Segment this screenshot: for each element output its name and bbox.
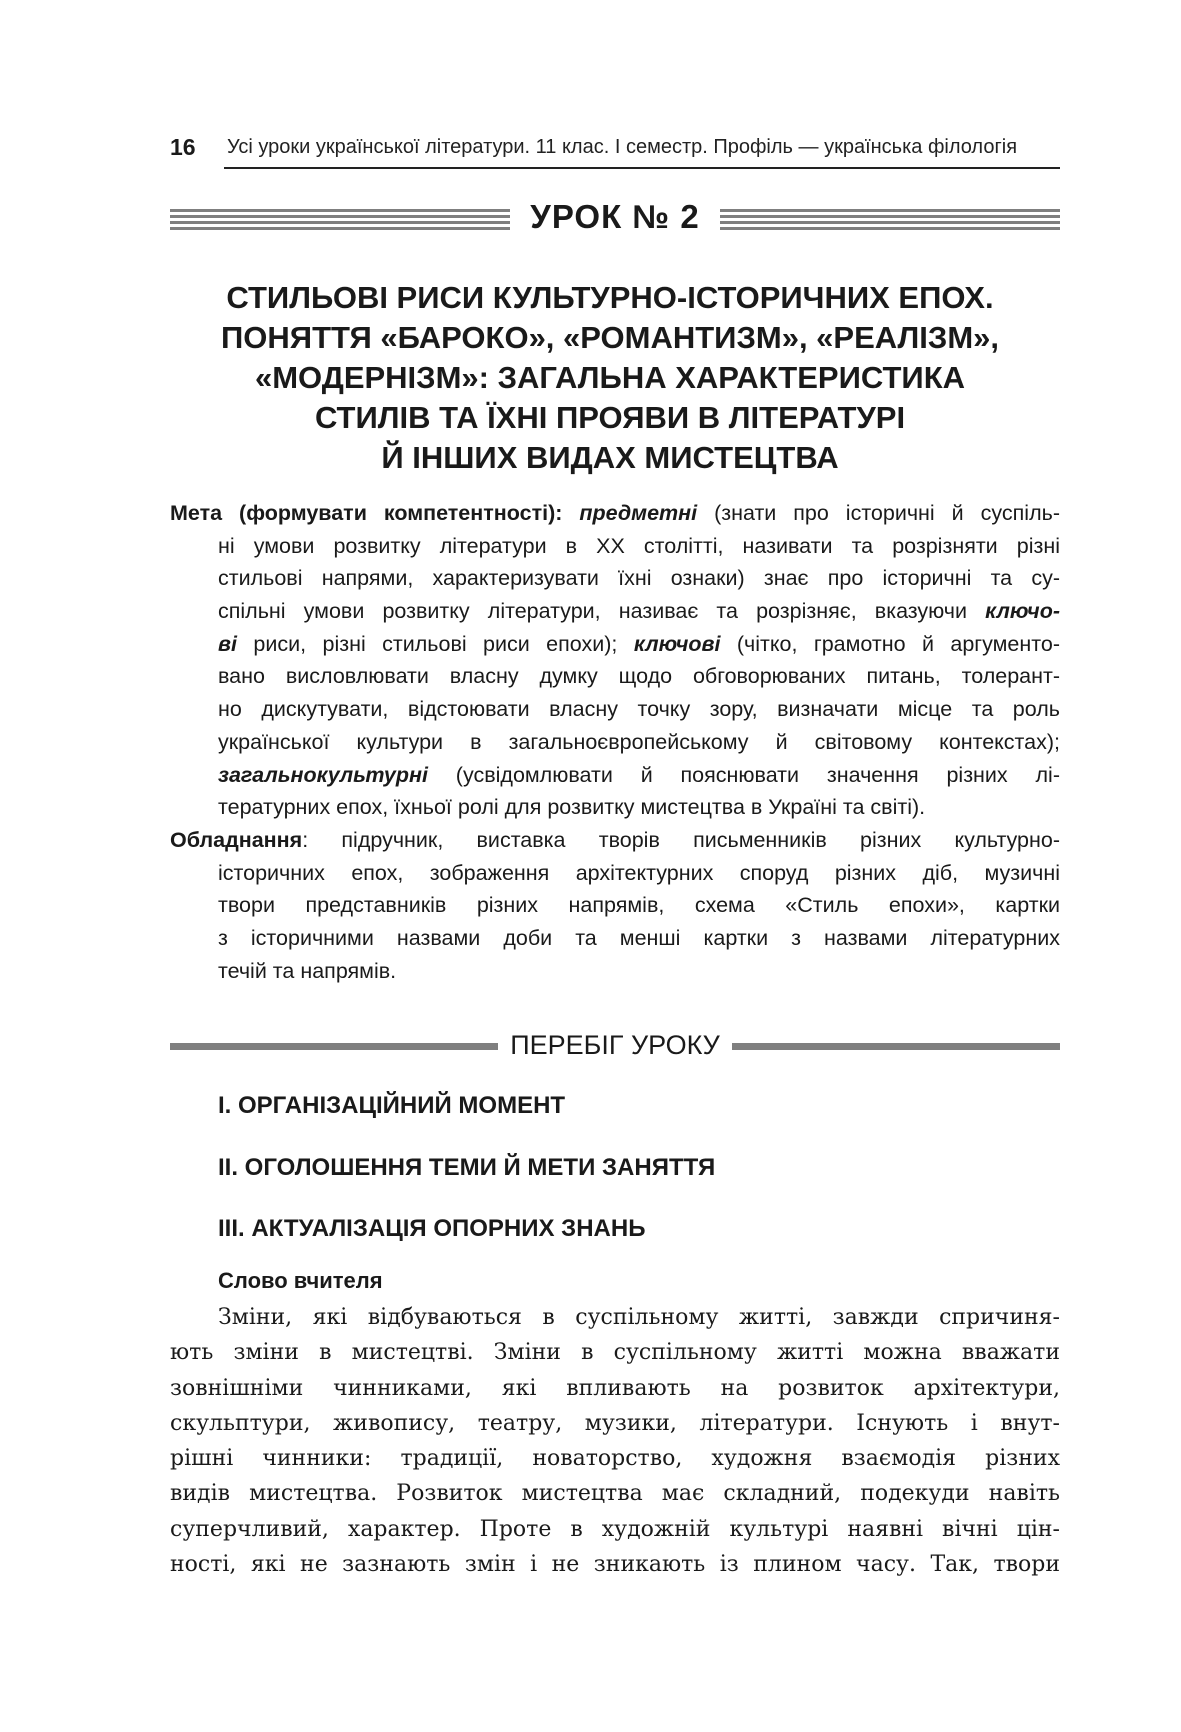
subject-competence-term: предметні (579, 501, 698, 525)
teacher-word-text (170, 1300, 1060, 1582)
general-competence-term: загальнокультурні (218, 762, 428, 787)
section-heading: I. ОРГАНІЗАЦІЙНИЙ МОМЕНТ (218, 1092, 566, 1119)
left-stripe-ornament (170, 209, 510, 231)
right-stripe-ornament (720, 209, 1060, 231)
equipment-label: Обладнання (170, 828, 303, 852)
goal-line: загальнокультурні (усвідомлювати й пояснювати значення різних лі- (218, 762, 1060, 787)
running-title: Усі уроки української літератури. 11 клас. І семестр. Профіль — українська філологія (227, 136, 1018, 158)
lesson-topic (150, 278, 1070, 478)
paragraph-line: зовнішніми чинниками, які впливають на розвиток архітектури, (170, 1375, 1060, 1401)
paragraph-line: скульптури, живопису, театру, музики, літератури. Існують і внут- (170, 1410, 1060, 1436)
goal-line: ні умови розвитку літератури в XX столітті, називати та розрізняти різні (218, 533, 1060, 558)
goal-block (170, 497, 1060, 824)
topic-line: СТИЛІВ ТА ЇХНІ ПРОЯВИ В ЛІТЕРАТУРІ (314, 400, 906, 435)
equipment-line: течій та напрямів. (218, 958, 397, 983)
goal-line: стильові напрями, характеризувати їхні ознаки) знає про історичні та су- (218, 566, 1060, 591)
equipment-line: Обладнання: підручник, виставка творів письменників різних культурно- (170, 828, 1060, 852)
topic-line: СТИЛЬОВІ РИСИ КУЛЬТУРНО-ІСТОРИЧНИХ ЕПОХ. (226, 280, 994, 315)
course-rule-right (732, 1043, 1060, 1050)
equipment-line: історичних епох, зображення архітектурних споруд різних діб, музичні (218, 860, 1060, 885)
course-title: ПЕРЕБІГ УРОКУ (510, 1030, 720, 1060)
paragraph-line: ності, які не зазнають змін і не зникають із плином часу. Так, твори (170, 1552, 1060, 1578)
equipment-block (170, 824, 1060, 987)
topic-line: Й ІНШИХ ВИДАХ МИСТЕЦТВА (381, 440, 839, 475)
course-heading (170, 1030, 1060, 1066)
header-rule (224, 167, 1060, 169)
lesson-heading (170, 198, 1060, 242)
topic-line: «МОДЕРНІЗМ»: ЗАГАЛЬНА ХАРАКТЕРИСТИКА (254, 360, 966, 395)
equipment-line: з історичними назвами доби та менші картки з назвами літературних (218, 926, 1060, 951)
page-number: 16 (170, 134, 196, 160)
key-competence-term: ключові (633, 631, 721, 656)
goal-label: Мета (формувати компетентності) (170, 501, 556, 525)
paragraph-line: Зміни, які відбуваються в суспільному житті, завжди спричиня- (218, 1305, 1060, 1330)
paragraph-line: рішні чинники: традиції, новаторство, художня взаємодія різних (170, 1446, 1060, 1472)
course-rule-left (170, 1043, 498, 1050)
paragraph-line: ють зміни в мистецтві. Зміни в суспільному житті можна вважати (170, 1340, 1060, 1366)
running-header (170, 130, 1060, 170)
teacher-word-heading: Слово вчителя (218, 1268, 383, 1293)
goal-line: тературних епох, їхньої ролі для розвитку мистецтва в Україні та світі). (218, 795, 926, 820)
goal-line: української культури в загальноєвропейському й світовому контекстах); (218, 729, 1060, 754)
section-heading: III. АКТУАЛІЗАЦІЯ ОПОРНИХ ЗНАНЬ (218, 1215, 646, 1242)
goal-line: ві риси, різні стильові риси епохи); ключові (чітко, грамотно й аргументо- (218, 631, 1060, 656)
equipment-line: твори представників різних напрямів, схема «Стиль епохи», картки (218, 893, 1060, 918)
goal-line: но дискутувати, відстоювати власну точку зору, визначати місце та роль (218, 697, 1060, 722)
paragraph-line: видів мистецтва. Розвиток мистецтва має складний, подекуди навіть (170, 1481, 1060, 1507)
goal-line: вано висловлювати власну думку щодо обговорюваних питань, толерант- (218, 664, 1060, 689)
section-heading: II. ОГОЛОШЕННЯ ТЕМИ Й МЕТИ ЗАНЯТТЯ (218, 1154, 716, 1181)
goal-line: Мета (формувати компетентності): предметні (знати про історичні й суспіль- (170, 501, 1060, 525)
topic-line: ПОНЯТТЯ «БАРОКО», «РОМАНТИЗМ», «РЕАЛІЗМ», (221, 320, 999, 355)
paragraph-line: суперчливий, характер. Проте в художній культурі наявні вічні цін- (170, 1516, 1060, 1542)
lesson-title: УРОК № 2 (530, 198, 700, 235)
goal-line: спільні умови розвитку літератури, називає та розрізняє, вказуючи ключо- (218, 599, 1060, 624)
